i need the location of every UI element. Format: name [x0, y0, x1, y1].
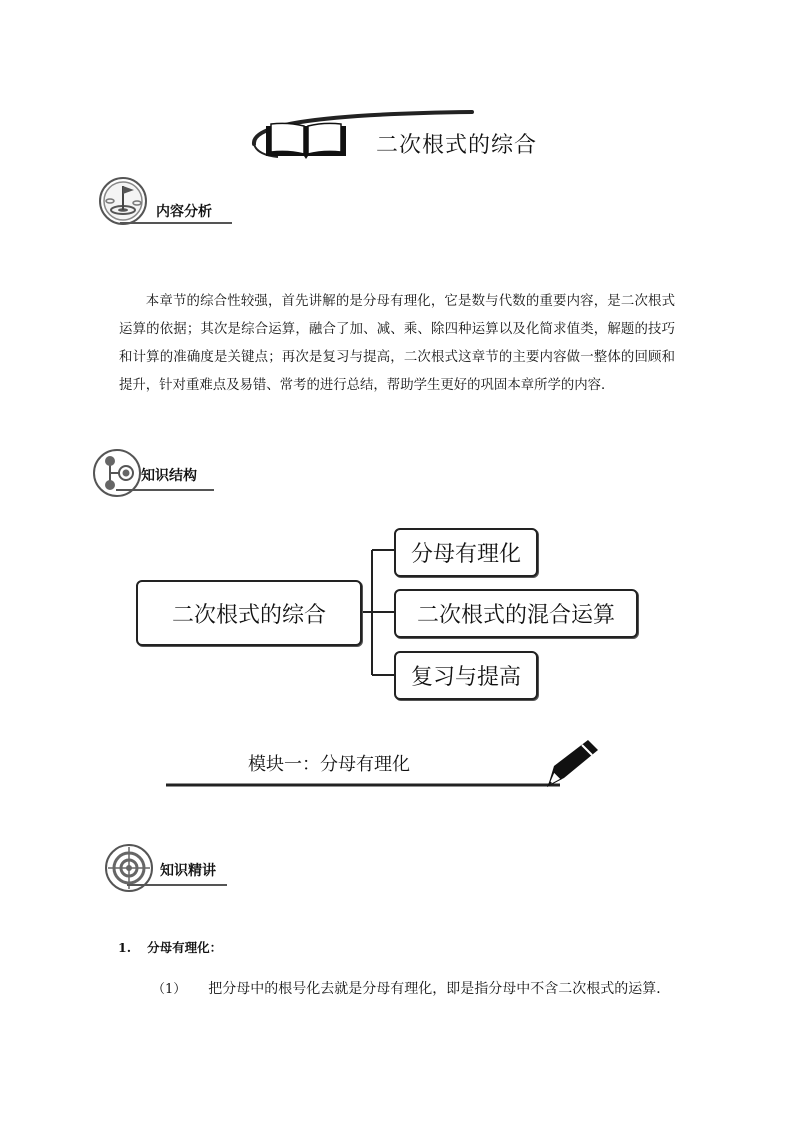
- subitem-text: 把分母中的根号化去就是分母有理化，即是指分母中不含二次根式的运算．: [208, 981, 671, 997]
- page-title: 二次根式的综合: [376, 133, 538, 158]
- list-subitem: [152, 978, 670, 998]
- section-title-content-analysis: 内容分析: [156, 204, 212, 220]
- item-title: 分母有理化：: [147, 940, 223, 955]
- section-underline: [127, 884, 227, 886]
- subitem-number: （1）: [152, 982, 187, 997]
- intro-paragraph: 本章节的综合性较强，首先讲解的是分母有理化，它是数与代数的重要内容，是二次根式运算的依据；其次是综合运算，融合了加、减、乘、除四种运算以及化简求值类，解题的技巧和计算的准确度是关键点；再次是复习与提高，二次根式这章节的主要内容做一整体的回顾和提升，针对重难点及易错、常考的进行总结，帮助学生更好的巩固本章所学的内容．: [119, 294, 675, 393]
- list-item: [118, 938, 222, 956]
- mindmap-child-rationalize: 分母有理化: [394, 528, 538, 577]
- item-number: 1.: [118, 940, 132, 955]
- mindmap-child-mixed-operations: 二次根式的混合运算: [394, 589, 638, 638]
- section-title-knowledge-structure: 知识结构: [141, 468, 197, 484]
- mindmap-root: 二次根式的综合: [136, 580, 362, 646]
- section-underline: [120, 222, 232, 224]
- open-book-icon: [266, 123, 346, 159]
- module-title: 模块一：分母有理化: [248, 754, 410, 775]
- section-title-knowledge-explanation: 知识精讲: [160, 863, 216, 879]
- module-underline: [160, 736, 600, 792]
- section-underline: [116, 489, 214, 491]
- mindmap-child-review: 复习与提高: [394, 651, 538, 700]
- pencil-icon: [548, 740, 598, 786]
- flag-target-icon: [98, 176, 148, 226]
